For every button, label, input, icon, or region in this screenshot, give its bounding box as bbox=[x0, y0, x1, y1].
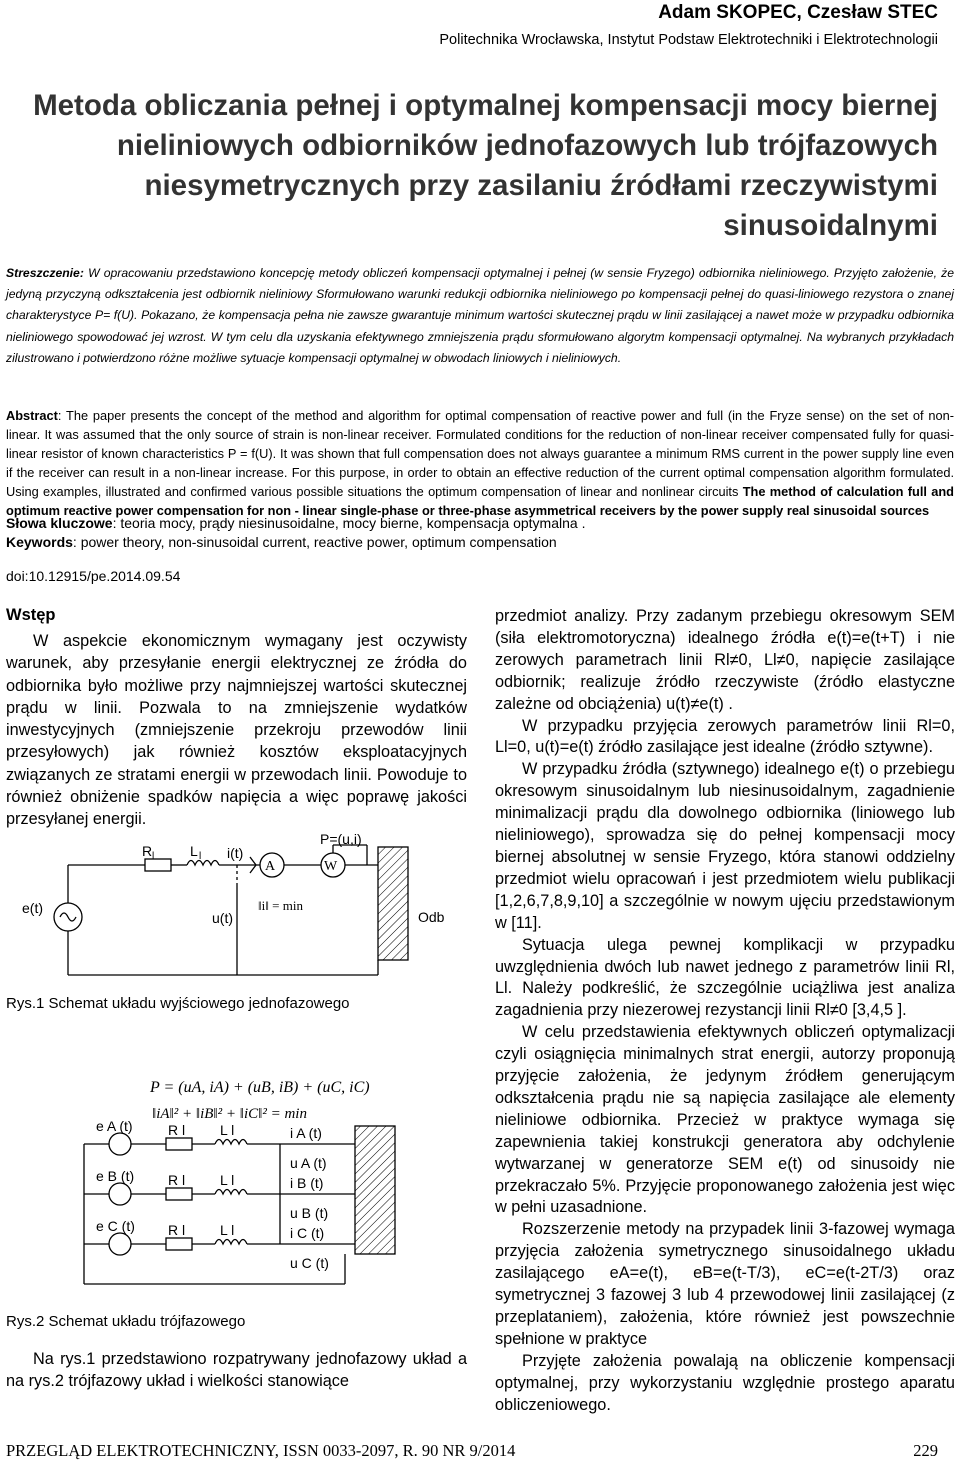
keywords-pl-label: Słowa kluczowe bbox=[6, 515, 113, 531]
fig1-label-R: R bbox=[142, 843, 153, 859]
abstract-english-title: The method of calculation full and optimum reactive power compensation for non - linear single-phase or three-phase asymmetrical receivers by the power supply real sinusoidal sources bbox=[6, 484, 954, 519]
fig2-label-RB: R l bbox=[168, 1172, 186, 1188]
fig1-label-voltage: u(t) bbox=[212, 910, 233, 926]
fig2-label-iB: i B (t) bbox=[290, 1175, 324, 1191]
keywords-pl bbox=[6, 515, 585, 531]
figure1-caption: Rys.1 Schemat układu wyjściowego jednofazowego bbox=[6, 995, 350, 1012]
figure1-circuit bbox=[0, 825, 480, 995]
title-line: nieliniowych odbiorników jednofazowych lub trójfazowych bbox=[116, 129, 938, 162]
keywords-en-label: Keywords bbox=[6, 534, 73, 550]
right-column bbox=[495, 606, 955, 1417]
fig1-label-min-condition: ‖i‖ = min bbox=[258, 898, 303, 913]
figures-intro-paragraph: Na rys.1 przedstawiono rozpatrywany jednofazowy układ a na rys.2 trójfazowy układ i wielkości stanowiące bbox=[6, 1350, 467, 1391]
section-heading: Wstęp bbox=[6, 606, 56, 624]
streszczenie-text: W opracowaniu przedstawiono koncepcję metody obliczeń kompensacji optymalnej i pełnej (w sensie Fryzego) odbiornika nieliniowego. Przyjęto założenie, że jedyną przyczyną odkształcenia jest odbiornik nieliniowy Sformułowano warunki redukcji odbiornika nieliniowego po kompensacji pełnej do quasi-liniowego rezystora o znanej charakterystyce P= f(U). Pokazano, że kompensacja pełna nie zawsze gwarantuje minimum wartości skutecznej prądu w linii zasilającej a nawet może w przypadku odbiornika nieliniowego spowodować jej wzrost. W tym celu dla uzyskania efektywnego zmniejszenia prądu sformułowano algorytm kompensacji optymalnej. Na wybranych przykładach zilustrowano i potwierdzono różne możliwe sytuacje kompensacji optymalnej w obwodach liniowych i nieliniowych. bbox=[6, 266, 954, 365]
title-line: niesymetrycznych przy zasilaniu źródłami rzeczywistymi bbox=[144, 169, 938, 202]
right-paragraph: Przyjęte założenia powalają na obliczenie kompensacji optymalnej, przy wykorzystaniu względnie prostego aparatu obliczeniowego. bbox=[495, 1351, 955, 1414]
fig2-label-RA: R l bbox=[168, 1122, 186, 1138]
paper-title bbox=[0, 86, 938, 246]
fig1-label-source: e(t) bbox=[22, 900, 43, 916]
affiliation: Politechnika Wrocławska, Instytut Podstaw Elektrotechniki i Elektrotechnologii bbox=[439, 32, 938, 48]
figure2-circuit bbox=[0, 1062, 480, 1312]
right-paragraph: W celu przedstawienia efektywnych obliczeń optymalizacji czyli osiągnięcia minimalnych strat energii, autorzy proponują przyjęcie założenia, że jedynym źródłem generującym odkształcenia prądu nie są napięcia zasilające ale elementy nieliniowe odbiornika. Przecież w praktyce wymaga się zapewnienia takiej konstrukcji generatora aby odchylenie wytwarzanej w generatorze SEM e(t) od sinusoidy nie przekraczało 5%. Przyjęcie proponowanego założenia jest więc w pełni uzasadnione. bbox=[495, 1023, 955, 1217]
streszczenie-label: Streszczenie: bbox=[6, 266, 84, 280]
fig1-label-R-sub: l bbox=[152, 851, 155, 862]
fig1-label-wattmeter: W bbox=[324, 859, 338, 874]
fig1-label-L: L bbox=[190, 843, 198, 859]
keywords-pl-text: : teoria mocy, prądy niesinusoidalne, mocy bierne, kompensacja optymalna . bbox=[112, 515, 586, 531]
fig2-label-LC: L l bbox=[220, 1222, 235, 1238]
right-paragraph: Sytuacja ulega pewnej komplikacji w przypadku uwzględnienia dwóch lub nawet jednego z parametrów linii Rl, Ll. Należy podkreślić, że szczególnie uciążliwa jest analiza zagadnienia przy niezerowej rezystancji linii Rl≠0 [3,4,5 ]. bbox=[495, 935, 955, 1020]
fig1-label-power: P=(u,i) bbox=[320, 831, 362, 847]
fig1-label-ammeter: A bbox=[265, 859, 276, 874]
footer-journal: PRZEGLĄD ELEKTROTECHNICZNY, ISSN 0033-2097, R. 90 NR 9/2014 bbox=[6, 1441, 516, 1460]
fig2-label-LB: L l bbox=[220, 1172, 235, 1188]
title-line: sinusoidalnymi bbox=[723, 209, 938, 242]
fig2-label-uA: u A (t) bbox=[290, 1155, 327, 1171]
right-paragraph: Rozszerzenie metody na przypadek linii 3-fazowej wymaga przyjęcia założenia symetrycznego sinusoidalnego układu zasilającego eA=e(t), eB=e(t-T/3), eC=e(t-2T/3) oraz symetrycznej 3 fazowej 3 lub 4 przewodowej linii zasilającej (z przeplataniem), założenia, które również jest powszechnie spełnione w praktyce bbox=[495, 1220, 955, 1348]
abstract-block bbox=[6, 406, 954, 521]
fig2-equation-power: P = (uA, iA) + (uB, iB) + (uC, iC) bbox=[150, 1079, 370, 1096]
fig2-label-eA: e A (t) bbox=[96, 1118, 133, 1134]
fig2-label-LA: L l bbox=[220, 1122, 235, 1138]
abstract-text: : The paper presents the concept of the method and algorithm for optimal compensation of reactive power and full (in the Fryze sense) on the set of non-linear. It was assumed that the only source of strain is non-linear receiver. Formulated conditions for the reduction of non-linear receiver compensated fully for quasi-linear resistor of known characteristics P = f(U). It was shown that full compensation does not always guarantee a minimum RMS current in the power supply line even if the receiver can result in a non-linear increase. For this purpose, in order to obtain an effective reduction of the current optimal compensation algorithm formulated. Using examples, illustrated and confirmed various possible situations the optimum compensation of linear and nonlinear circuits bbox=[6, 408, 954, 500]
fig2-label-eC: e C (t) bbox=[96, 1218, 135, 1234]
fig2-label-iA: i A (t) bbox=[290, 1125, 322, 1141]
page-number: 229 bbox=[913, 1441, 938, 1460]
fig1-label-receiver: Odb bbox=[418, 909, 445, 925]
authors: Adam SKOPEC, Czesław STEC bbox=[658, 2, 938, 23]
fig2-label-eB: e B (t) bbox=[96, 1168, 135, 1184]
keywords-en-text: : power theory, non-sinusoidal current, reactive power, optimum compensation bbox=[72, 534, 557, 550]
right-paragraph: W przypadku źródła (sztywnego) idealnego e(t) o przebiegu okresowym sinusoidalnym lub niesinusoidalnym, zagadnienie minimalizacji prądu dla dowolnego odbiornika (liniowego lub nieliniowego), sprowadza się do pełnej kompensacji mocy biernej absolutnej w sensie Fryzego, która stanowi oddzielny przedmiot wielu opracowań i jest przedmiotem wielu publikacji [1,2,6,7,8,9,10] a szczególnie w nowym ujęciu przedstawionym w [11]. bbox=[495, 760, 955, 932]
intro-paragraph: W aspekcie ekonomicznym wymagany jest oczywisty warunek, aby przesyłanie energii elektrycznej ze źródła do odbiornika było możliwe przy najmniejszej wartości skutecznej prądu w linii. Pozwala to na zmniejszenie wydatków inwestycyjnych (zmniejszenie przekroju przewodów linii przesyłowych) jak również kosztów eksploatacyjnych związanych ze stratami energii w przewodach linii. Powoduje to również obniżenie spadków napięcia a więc poprawę jakości przesyłanej energii. bbox=[6, 632, 467, 829]
right-paragraph: W przypadku przyjęcia zerowych parametrów linii Rl=0, Ll=0, u(t)=e(t) źródło zasilające jest idealne (źródło sztywne). bbox=[495, 716, 955, 757]
doi: doi:10.12915/pe.2014.09.54 bbox=[6, 568, 181, 584]
keywords-en bbox=[6, 534, 557, 550]
fig1-label-current: i(t) bbox=[227, 845, 244, 861]
fig2-label-RC: R l bbox=[168, 1222, 186, 1238]
right-paragraph: przedmiot analizy. Przy zadanym przebiegu okresowym SEM (siła elektromotoryczna) idealnego źródła e(t)=e(t+T) i nie zerowych parametrach linii Rl≠0, Ll≠0, napięcie zasilające odbiornik; realizuje źródło rzeczywiste (źródło elastyczne zależne od obciążenia) u(t)≠e(t) . bbox=[495, 607, 955, 713]
fig2-label-uB: u B (t) bbox=[290, 1205, 329, 1221]
title-line: Metoda obliczania pełnej i optymalnej kompensacji mocy biernej bbox=[33, 89, 938, 122]
fig2-label-uC: u C (t) bbox=[290, 1255, 329, 1271]
streszczenie-block bbox=[6, 263, 954, 369]
fig1-label-L-sub: l bbox=[199, 851, 202, 862]
figure2-caption: Rys.2 Schemat układu trójfazowego bbox=[6, 1313, 246, 1330]
abstract-label: Abstract bbox=[6, 408, 58, 423]
fig2-label-iC: i C (t) bbox=[290, 1225, 325, 1241]
fig2-equation-min: ‖iA‖² + ‖iB‖² + ‖iC‖² = min bbox=[152, 1106, 307, 1122]
